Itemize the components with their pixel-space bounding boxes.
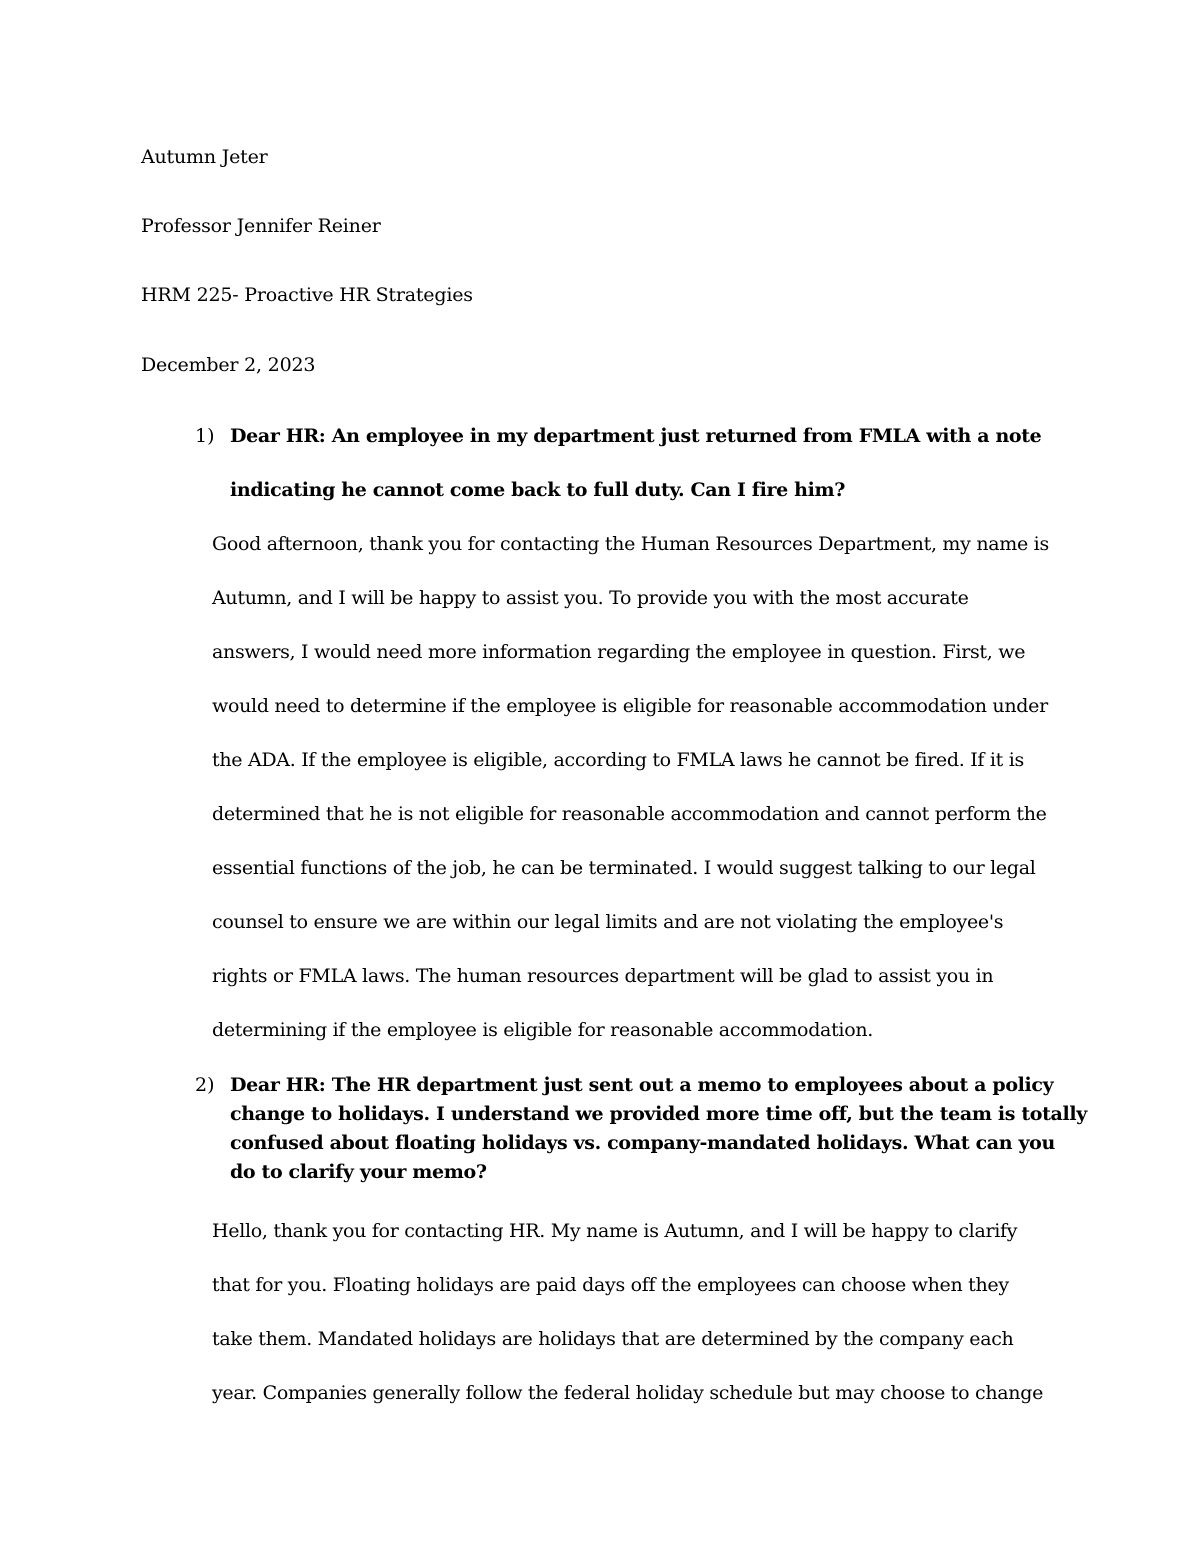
question-1-number: 1) [195,425,215,447]
question-2-line: Dear HR: The HR department just sent out a memo to employees about a policy [230,1074,1054,1096]
answer-1-line: Good afternoon, thank you for contacting the Human Resources Department, my name is [212,533,1049,555]
answer-1-line: rights or FMLA laws. The human resources department will be glad to assist you in [212,965,994,987]
question-2-line: confused about floating holidays vs. company-mandated holidays. What can you [230,1132,1055,1154]
answer-1-line: the ADA. If the employee is eligible, according to FMLA laws he cannot be fired. If it is [212,749,1024,771]
question-1-line: indicating he cannot come back to full duty. Can I fire him? [230,479,846,501]
question-1-line: Dear HR: An employee in my department just returned from FMLA with a note [230,425,1042,447]
answer-2-line: year. Companies generally follow the federal holiday schedule but may choose to change [212,1382,1044,1404]
answer-1-line: essential functions of the job, he can be terminated. I would suggest talking to our legal [212,857,1036,879]
document-date: December 2, 2023 [141,354,316,376]
answer-1-line: answers, I would need more information regarding the employee in question. First, we [212,641,1026,663]
answer-2-line: that for you. Floating holidays are paid days off the employees can choose when they [212,1274,1009,1296]
student-name: Autumn Jeter [141,146,268,168]
answer-1-line: Autumn, and I will be happy to assist you. To provide you with the most accurate [212,587,969,609]
question-2-number: 2) [195,1074,215,1096]
question-2-line: change to holidays. I understand we provided more time off, but the team is totally [230,1103,1087,1125]
answer-2-line: take them. Mandated holidays are holidays that are determined by the company each [212,1328,1014,1350]
answer-1-line: determined that he is not eligible for reasonable accommodation and cannot perform the [212,803,1047,825]
answer-1-line: determining if the employee is eligible for reasonable accommodation. [212,1019,874,1041]
answer-1-line: counsel to ensure we are within our legal limits and are not violating the employee's [212,911,1004,933]
answer-2-line: Hello, thank you for contacting HR. My name is Autumn, and I will be happy to clarify [212,1220,1018,1242]
course-title: HRM 225- Proactive HR Strategies [141,284,473,306]
answer-1-line: would need to determine if the employee is eligible for reasonable accommodation under [212,695,1048,717]
question-2-line: do to clarify your memo? [230,1161,487,1183]
professor-name: Professor Jennifer Reiner [141,215,381,237]
